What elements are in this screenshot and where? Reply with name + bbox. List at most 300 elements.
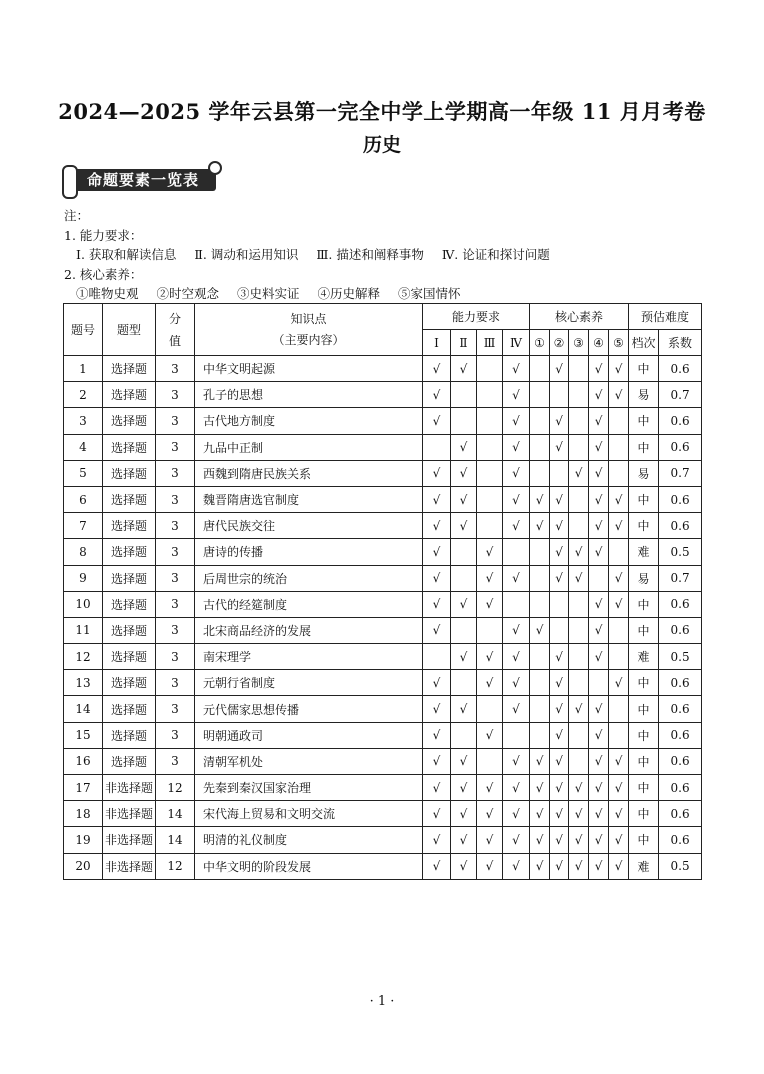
- cell-literacy-mark: √: [550, 853, 569, 879]
- cell-literacy-mark: √: [550, 434, 569, 460]
- cell-topic: 中华文明的阶段发展: [195, 853, 423, 879]
- cell-num: 4: [64, 434, 103, 460]
- ability-item: Ⅲ. 描述和阐释事物: [316, 247, 424, 262]
- table-row: [64, 775, 702, 801]
- header-ability-col: Ⅱ: [451, 330, 477, 356]
- cell-type: 选择题: [103, 644, 156, 670]
- cell-num: 2: [64, 382, 103, 408]
- cell-num: 19: [64, 827, 103, 853]
- cell-ability-mark: √: [423, 722, 451, 748]
- cell-type: 选择题: [103, 748, 156, 774]
- cell-literacy-mark: √: [609, 853, 629, 879]
- cell-topic: 先秦到秦汉国家治理: [195, 775, 423, 801]
- cell-score: 3: [156, 460, 195, 486]
- cell-ability-mark: √: [451, 486, 477, 512]
- cell-literacy-mark: √: [589, 513, 609, 539]
- cell-num: 1: [64, 356, 103, 382]
- table-row: [64, 591, 702, 617]
- cell-ability-mark: √: [477, 827, 503, 853]
- cell-ability-mark: √: [477, 853, 503, 879]
- cell-topic: 唐代民族交往: [195, 513, 423, 539]
- cell-coef: 0.6: [659, 775, 702, 801]
- literacy-list: [64, 284, 550, 304]
- header-ability-col: Ⅲ: [477, 330, 503, 356]
- cell-literacy-mark: [609, 617, 629, 643]
- cell-literacy-mark: [569, 382, 589, 408]
- literacy-item: ⑤家国情怀: [398, 286, 461, 301]
- cell-ability-mark: [423, 434, 451, 460]
- header-score: 分值: [156, 304, 195, 356]
- cell-level: 中: [629, 408, 659, 434]
- cell-literacy-mark: √: [569, 775, 589, 801]
- cell-literacy-mark: √: [589, 801, 609, 827]
- notes-block: [64, 206, 550, 304]
- cell-literacy-mark: √: [609, 486, 629, 512]
- cell-ability-mark: √: [423, 670, 451, 696]
- cell-type: 非选择题: [103, 827, 156, 853]
- table-row: [64, 539, 702, 565]
- table-row: [64, 748, 702, 774]
- header-coef: 系数: [659, 330, 702, 356]
- cell-literacy-mark: √: [530, 801, 550, 827]
- cell-literacy-mark: √: [609, 513, 629, 539]
- header-ability-col: Ⅳ: [503, 330, 530, 356]
- cell-ability-mark: [477, 748, 503, 774]
- cell-ability-mark: √: [451, 801, 477, 827]
- cell-num: 11: [64, 617, 103, 643]
- cell-ability-mark: √: [423, 539, 451, 565]
- cell-score: 3: [156, 382, 195, 408]
- cell-literacy-mark: √: [550, 722, 569, 748]
- cell-literacy-mark: [530, 408, 550, 434]
- table-row: [64, 670, 702, 696]
- cell-ability-mark: [503, 539, 530, 565]
- cell-literacy-mark: √: [589, 696, 609, 722]
- cell-literacy-mark: √: [550, 801, 569, 827]
- cell-type: 选择题: [103, 356, 156, 382]
- cell-ability-mark: √: [423, 801, 451, 827]
- cell-type: 选择题: [103, 382, 156, 408]
- cell-ability-mark: √: [477, 775, 503, 801]
- cell-literacy-mark: √: [530, 748, 550, 774]
- table-row: [64, 722, 702, 748]
- cell-level: 中: [629, 513, 659, 539]
- cell-coef: 0.6: [659, 591, 702, 617]
- cell-ability-mark: [477, 617, 503, 643]
- cell-literacy-mark: √: [550, 356, 569, 382]
- cell-literacy-mark: [550, 591, 569, 617]
- cell-ability-mark: [477, 513, 503, 539]
- cell-ability-mark: √: [477, 670, 503, 696]
- cell-literacy-mark: √: [609, 775, 629, 801]
- cell-literacy-mark: [530, 539, 550, 565]
- table-row: [64, 827, 702, 853]
- cell-ability-mark: √: [503, 408, 530, 434]
- cell-ability-mark: √: [423, 460, 451, 486]
- cell-literacy-mark: √: [550, 670, 569, 696]
- cell-literacy-mark: √: [589, 748, 609, 774]
- cell-type: 非选择题: [103, 775, 156, 801]
- table-row: [64, 853, 702, 879]
- cell-type: 选择题: [103, 722, 156, 748]
- table-row: [64, 382, 702, 408]
- cell-topic: 古代的经筵制度: [195, 591, 423, 617]
- page-number: · 1 ·: [369, 994, 395, 1009]
- subject-title: 历史: [362, 134, 401, 156]
- cell-coef: 0.6: [659, 722, 702, 748]
- cell-literacy-mark: √: [589, 486, 609, 512]
- cell-literacy-mark: √: [530, 775, 550, 801]
- cell-literacy-mark: [569, 513, 589, 539]
- cell-literacy-mark: √: [589, 539, 609, 565]
- cell-type: 选择题: [103, 670, 156, 696]
- exam-title: 2024—2025 学年云县第一完全中学上学期高一年级 11 月月考卷: [58, 99, 706, 124]
- cell-type: 选择题: [103, 696, 156, 722]
- header-level: 档次: [629, 330, 659, 356]
- cell-ability-mark: √: [503, 617, 530, 643]
- table-row: [64, 356, 702, 382]
- cell-literacy-mark: √: [550, 644, 569, 670]
- cell-ability-mark: √: [503, 748, 530, 774]
- cell-ability-mark: [503, 722, 530, 748]
- cell-level: 难: [629, 853, 659, 879]
- cell-literacy-mark: √: [569, 539, 589, 565]
- cell-coef: 0.6: [659, 696, 702, 722]
- cell-literacy-mark: √: [530, 513, 550, 539]
- cell-score: 3: [156, 696, 195, 722]
- cell-coef: 0.6: [659, 513, 702, 539]
- cell-ability-mark: √: [423, 853, 451, 879]
- cell-literacy-mark: √: [550, 696, 569, 722]
- cell-score: 12: [156, 853, 195, 879]
- cell-ability-mark: √: [423, 617, 451, 643]
- cell-ability-mark: [477, 486, 503, 512]
- cell-type: 选择题: [103, 565, 156, 591]
- cell-literacy-mark: [609, 696, 629, 722]
- cell-literacy-mark: √: [609, 382, 629, 408]
- cell-type: 非选择题: [103, 801, 156, 827]
- cell-num: 16: [64, 748, 103, 774]
- cell-literacy-mark: [530, 460, 550, 486]
- cell-ability-mark: √: [503, 853, 530, 879]
- ability-list: [64, 245, 550, 265]
- cell-coef: 0.6: [659, 670, 702, 696]
- cell-num: 20: [64, 853, 103, 879]
- cell-literacy-mark: √: [550, 827, 569, 853]
- cell-literacy-mark: √: [609, 670, 629, 696]
- cell-score: 3: [156, 644, 195, 670]
- cell-level: 中: [629, 670, 659, 696]
- cell-coef: 0.6: [659, 617, 702, 643]
- exam-element-table: [63, 303, 702, 880]
- cell-ability-mark: [477, 460, 503, 486]
- cell-literacy-mark: [589, 670, 609, 696]
- cell-level: 中: [629, 696, 659, 722]
- cell-literacy-mark: √: [569, 696, 589, 722]
- header-ability-col: Ⅰ: [423, 330, 451, 356]
- cell-literacy-mark: [569, 617, 589, 643]
- cell-ability-mark: √: [503, 460, 530, 486]
- cell-score: 14: [156, 801, 195, 827]
- cell-literacy-mark: √: [589, 591, 609, 617]
- table-body: [64, 356, 702, 880]
- cell-literacy-mark: √: [569, 460, 589, 486]
- cell-literacy-mark: [589, 565, 609, 591]
- cell-literacy-mark: √: [589, 382, 609, 408]
- cell-num: 9: [64, 565, 103, 591]
- cell-type: 非选择题: [103, 853, 156, 879]
- cell-ability-mark: √: [423, 408, 451, 434]
- cell-literacy-mark: √: [589, 434, 609, 460]
- cell-literacy-mark: [530, 356, 550, 382]
- cell-level: 中: [629, 434, 659, 460]
- cell-level: 易: [629, 460, 659, 486]
- cell-ability-mark: √: [503, 775, 530, 801]
- header-literacy: 核心素养: [530, 304, 629, 330]
- cell-ability-mark: √: [423, 356, 451, 382]
- cell-ability-mark: √: [423, 382, 451, 408]
- cell-literacy-mark: √: [550, 408, 569, 434]
- cell-topic: 南宋理学: [195, 644, 423, 670]
- cell-topic: 明朝通政司: [195, 722, 423, 748]
- cell-literacy-mark: [569, 644, 589, 670]
- cell-ability-mark: √: [423, 827, 451, 853]
- cell-literacy-mark: √: [530, 486, 550, 512]
- cell-ability-mark: √: [423, 486, 451, 512]
- header-ability: 能力要求: [423, 304, 530, 330]
- cell-literacy-mark: √: [609, 591, 629, 617]
- cell-literacy-mark: [530, 722, 550, 748]
- cell-literacy-mark: [569, 591, 589, 617]
- cell-level: 中: [629, 617, 659, 643]
- cell-topic: 魏晋隋唐选官制度: [195, 486, 423, 512]
- cell-ability-mark: [477, 356, 503, 382]
- cell-ability-mark: [477, 696, 503, 722]
- cell-type: 选择题: [103, 617, 156, 643]
- cell-topic: 明清的礼仪制度: [195, 827, 423, 853]
- cell-literacy-mark: √: [589, 408, 609, 434]
- header-knowledge: [195, 304, 423, 356]
- cell-num: 12: [64, 644, 103, 670]
- cell-ability-mark: √: [423, 696, 451, 722]
- cell-type: 选择题: [103, 539, 156, 565]
- cell-literacy-mark: [609, 539, 629, 565]
- cell-ability-mark: √: [423, 513, 451, 539]
- cell-ability-mark: √: [423, 748, 451, 774]
- cell-literacy-mark: √: [569, 827, 589, 853]
- table-row: [64, 644, 702, 670]
- cell-level: 中: [629, 486, 659, 512]
- cell-level: 难: [629, 539, 659, 565]
- cell-ability-mark: √: [451, 775, 477, 801]
- cell-num: 18: [64, 801, 103, 827]
- ability-heading: 1. 能力要求：: [64, 227, 143, 243]
- table-row: [64, 460, 702, 486]
- cell-coef: 0.6: [659, 801, 702, 827]
- cell-literacy-mark: [569, 356, 589, 382]
- cell-ability-mark: √: [451, 356, 477, 382]
- cell-type: 选择题: [103, 513, 156, 539]
- cell-type: 选择题: [103, 434, 156, 460]
- cell-ability-mark: √: [477, 801, 503, 827]
- cell-ability-mark: √: [451, 434, 477, 460]
- cell-ability-mark: √: [503, 696, 530, 722]
- cell-score: 3: [156, 539, 195, 565]
- cell-coef: 0.7: [659, 382, 702, 408]
- cell-num: 6: [64, 486, 103, 512]
- cell-ability-mark: [451, 565, 477, 591]
- cell-num: 3: [64, 408, 103, 434]
- table-row: [64, 434, 702, 460]
- cell-ability-mark: √: [451, 513, 477, 539]
- cell-literacy-mark: [530, 591, 550, 617]
- cell-ability-mark: [477, 382, 503, 408]
- cell-literacy-mark: [609, 408, 629, 434]
- cell-literacy-mark: √: [589, 775, 609, 801]
- cell-ability-mark: √: [423, 565, 451, 591]
- cell-ability-mark: [477, 434, 503, 460]
- cell-num: 15: [64, 722, 103, 748]
- cell-topic: 九品中正制: [195, 434, 423, 460]
- literacy-heading: 2. 核心素养：: [64, 266, 143, 282]
- cell-coef: 0.6: [659, 827, 702, 853]
- cell-literacy-mark: √: [550, 513, 569, 539]
- cell-topic: 元朝行省制度: [195, 670, 423, 696]
- scroll-icon: [62, 165, 78, 199]
- scroll-curl-icon: [208, 161, 222, 175]
- cell-literacy-mark: √: [609, 565, 629, 591]
- table-row: [64, 513, 702, 539]
- cell-type: 选择题: [103, 591, 156, 617]
- cell-coef: 0.5: [659, 853, 702, 879]
- cell-ability-mark: √: [451, 748, 477, 774]
- cell-literacy-mark: √: [569, 801, 589, 827]
- table-row: [64, 801, 702, 827]
- cell-ability-mark: [451, 382, 477, 408]
- cell-score: 3: [156, 748, 195, 774]
- cell-topic: 清朝军机处: [195, 748, 423, 774]
- cell-topic: 西魏到隋唐民族关系: [195, 460, 423, 486]
- cell-type: 选择题: [103, 408, 156, 434]
- cell-level: 中: [629, 748, 659, 774]
- cell-ability-mark: [451, 617, 477, 643]
- cell-ability-mark: √: [503, 513, 530, 539]
- header-num: 题号: [64, 304, 103, 356]
- cell-ability-mark: √: [451, 853, 477, 879]
- cell-literacy-mark: √: [589, 827, 609, 853]
- cell-literacy-mark: [609, 722, 629, 748]
- table-row: [64, 486, 702, 512]
- cell-ability-mark: √: [451, 460, 477, 486]
- cell-ability-mark: √: [451, 591, 477, 617]
- cell-ability-mark: √: [477, 539, 503, 565]
- literacy-item: ③史料实证: [237, 286, 300, 301]
- cell-literacy-mark: √: [589, 356, 609, 382]
- cell-type: 选择题: [103, 460, 156, 486]
- cell-literacy-mark: [609, 434, 629, 460]
- cell-ability-mark: √: [503, 670, 530, 696]
- cell-score: 3: [156, 565, 195, 591]
- header-literacy-col: ②: [550, 330, 569, 356]
- cell-literacy-mark: √: [589, 722, 609, 748]
- cell-ability-mark: [451, 408, 477, 434]
- cell-num: 5: [64, 460, 103, 486]
- section-banner: [62, 163, 218, 195]
- cell-ability-mark: √: [451, 696, 477, 722]
- cell-literacy-mark: [569, 670, 589, 696]
- cell-literacy-mark: [530, 696, 550, 722]
- cell-literacy-mark: √: [550, 775, 569, 801]
- notes-heading: 注：: [64, 208, 90, 223]
- cell-score: 12: [156, 775, 195, 801]
- table-row: [64, 617, 702, 643]
- cell-ability-mark: √: [503, 827, 530, 853]
- cell-coef: 0.6: [659, 434, 702, 460]
- cell-literacy-mark: √: [609, 801, 629, 827]
- cell-ability-mark: √: [451, 644, 477, 670]
- cell-literacy-mark: [609, 644, 629, 670]
- cell-literacy-mark: [569, 748, 589, 774]
- header-literacy-col: ④: [589, 330, 609, 356]
- header-literacy-col: ①: [530, 330, 550, 356]
- cell-coef: 0.6: [659, 486, 702, 512]
- cell-literacy-mark: [530, 382, 550, 408]
- cell-literacy-mark: [530, 565, 550, 591]
- cell-literacy-mark: √: [589, 617, 609, 643]
- cell-ability-mark: √: [477, 565, 503, 591]
- cell-literacy-mark: [530, 434, 550, 460]
- cell-ability-mark: √: [477, 591, 503, 617]
- cell-coef: 0.5: [659, 644, 702, 670]
- cell-score: 3: [156, 670, 195, 696]
- header-knowledge-sub: （主要内容）: [272, 332, 345, 347]
- cell-level: 中: [629, 591, 659, 617]
- cell-ability-mark: √: [503, 382, 530, 408]
- literacy-item: ①唯物史观: [76, 286, 139, 301]
- header-knowledge-main: 知识点: [290, 311, 327, 326]
- cell-literacy-mark: √: [550, 748, 569, 774]
- cell-ability-mark: √: [503, 486, 530, 512]
- header-difficulty: 预估难度: [629, 304, 702, 330]
- table-row: [64, 696, 702, 722]
- cell-ability-mark: √: [503, 644, 530, 670]
- cell-literacy-mark: √: [589, 644, 609, 670]
- cell-topic: 后周世宗的统治: [195, 565, 423, 591]
- cell-score: 3: [156, 486, 195, 512]
- cell-num: 17: [64, 775, 103, 801]
- cell-topic: 古代地方制度: [195, 408, 423, 434]
- cell-coef: 0.5: [659, 539, 702, 565]
- cell-score: 3: [156, 591, 195, 617]
- cell-literacy-mark: √: [589, 853, 609, 879]
- cell-level: 易: [629, 382, 659, 408]
- literacy-item: ④历史解释: [317, 286, 381, 301]
- cell-literacy-mark: √: [550, 486, 569, 512]
- cell-level: 中: [629, 775, 659, 801]
- cell-score: 3: [156, 408, 195, 434]
- cell-score: 3: [156, 617, 195, 643]
- cell-ability-mark: √: [423, 591, 451, 617]
- cell-level: 中: [629, 356, 659, 382]
- cell-ability-mark: √: [503, 565, 530, 591]
- cell-num: 14: [64, 696, 103, 722]
- cell-literacy-mark: [609, 460, 629, 486]
- cell-literacy-mark: √: [609, 748, 629, 774]
- cell-ability-mark: √: [503, 356, 530, 382]
- banner-label: 命题要素一览表: [70, 169, 216, 191]
- cell-topic: 中华文明起源: [195, 356, 423, 382]
- ability-item: Ⅰ. 获取和解读信息: [76, 247, 177, 262]
